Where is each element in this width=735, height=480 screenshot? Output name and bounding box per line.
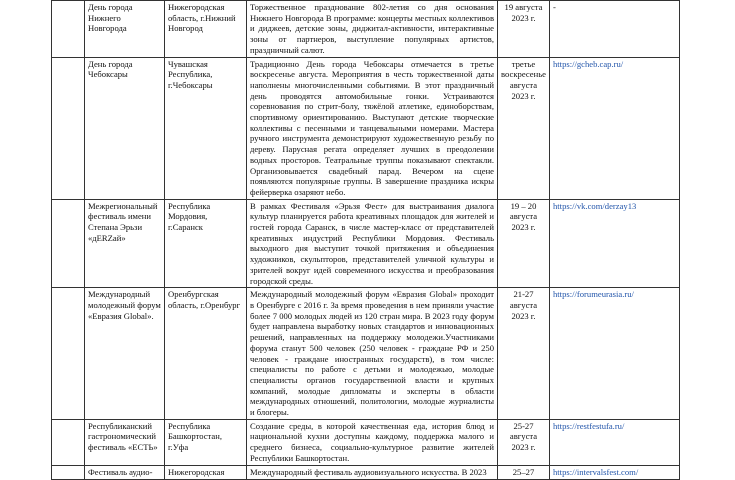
event-name-cell: День города Нижнего Новгорода — [85, 1, 165, 58]
row-number-cell — [52, 57, 85, 199]
table-row — [52, 199, 680, 288]
date-cell: 19 августа 2023 г. — [498, 1, 550, 58]
event-name-cell: Фестиваль аудио- — [85, 465, 165, 479]
link-cell — [550, 57, 680, 199]
event-link[interactable]: https://restfestufa.ru/ — [553, 420, 625, 431]
event-link[interactable]: https://intervalsfest.com/ — [553, 466, 639, 477]
region-cell: Нижегородская область, г.Нижний Новгород — [165, 1, 247, 58]
description-cell: Традиционно День города Чебоксары отмечается в третье воскресенье августа. Мероприятия в честь торжественной даты наполнены многочисленными событиями. В этот праздничный день проводятся автомобильные гонки. Устраиваются соревнования по стрит-болу, тяжёлой атлетике, единоборствам, спортивному ориентированию. Выступают детские творческие коллективы с песенными и танцевальными номерами. Мастера ручного инструмента демонстрируют художественную резьбу по дереву. Парусная регата определяет лучших в преодолении водных просторов. Театральные труппы показывают спектакли. Организовывается свадебный парад. Вечером на сцене появляются популярные группы. В завершение праздника искры фейерверка озаряют небо. — [247, 57, 498, 199]
region-cell: Нижегородская — [165, 465, 247, 479]
region-cell: Республика Башкортостан, г.Уфа — [165, 419, 247, 465]
table-row — [52, 419, 680, 465]
date-cell: 21-27 августа 2023 г. — [498, 288, 550, 419]
description-cell: В рамках Фестиваля «Эрьзя Фест» для выстраивания диалога культур планируется работа креативных площадок для жителей и гостей города Саранск, в числе мастер-класс от представителей креативных индустрий Республики Мордовия. Фестиваль выходного дня выступит точкой притяжения и объединения художников, скульпторов, представителей уличной культуры и зрителей вокруг идей современного искусства и преобразования городской среды. — [247, 199, 498, 288]
region-cell: Республика Мордовия, г.Саранск — [165, 199, 247, 288]
table-row — [52, 1, 680, 58]
table-row — [52, 57, 680, 199]
date-cell: 19 – 20 августа 2023 г. — [498, 199, 550, 288]
description-cell: Международный фестиваль аудиовизуального искусства. В 2023 — [247, 465, 498, 479]
description-cell: Международный молодежный форум «Евразия Global» проходит в Оренбурге с 2016 г. За время проведения в нем приняли участие более 7 000 молодых людей из 120 стран мира. В 2023 году форум будет направлена выработку новых стандартов и инновационных решений, направленных на поддержку молодежи.Участниками форума станут 500 человек (250 человек - граждане РФ и 250 человек - граждане иностранных государств), в том числе: специалисты по работе с детьми и молодежью, молодые специалисты органов государственной власти и крупных компаний, молодые дипломаты и эксперты в области международных отношений, политологии, молодые журналисты и блогеры. — [247, 288, 498, 419]
link-cell — [550, 465, 680, 479]
table-row — [52, 465, 680, 479]
event-name-cell: Республиканский гастрономический фестиваль «ЕСТЬ» — [85, 419, 165, 465]
row-number-cell — [52, 288, 85, 419]
event-name-cell: Межрегиональный фестиваль имени Степана Эрьзи «дЕRZай» — [85, 199, 165, 288]
description-cell: Торжественное празднование 802-летия со дня основания Нижнего Новгорода В программе: концерты местных коллективов и диджеев, детские зоны, диджитал-активности, интерактивные зоны от партнеров, выступление популярных артистов, праздничный салют. — [247, 1, 498, 58]
event-name-cell: День города Чебоксары — [85, 57, 165, 199]
description-cell: Создание среды, в которой качественная еда, история блюд и национальной кухни доступны каждому, поддержка малого и среднего бизнеса, социально-культурное развитие жителей Республики Башкортостан. — [247, 419, 498, 465]
date-cell: 25–27 — [498, 465, 550, 479]
link-cell — [550, 419, 680, 465]
date-cell: третье воскресенье августа 2023 г. — [498, 57, 550, 199]
link-cell: - — [550, 1, 680, 58]
row-number-cell — [52, 465, 85, 479]
event-name-cell: Международный молодежный форум «Евразия Global». — [85, 288, 165, 419]
link-cell — [550, 199, 680, 288]
row-number-cell — [52, 1, 85, 58]
region-cell: Чувашская Республика, г.Чебоксары — [165, 57, 247, 199]
row-number-cell — [52, 199, 85, 288]
date-cell: 25-27 августа 2023 г. — [498, 419, 550, 465]
events-table — [51, 0, 680, 480]
region-cell: Оренбургская область, г.Оренбург — [165, 288, 247, 419]
event-link[interactable]: https://gcheb.cap.ru/ — [553, 58, 624, 69]
event-link[interactable]: https://forumeurasia.ru/ — [553, 289, 634, 300]
table-row — [52, 288, 680, 419]
event-link[interactable]: https://vk.com/derzay13 — [553, 200, 637, 211]
link-cell — [550, 288, 680, 419]
row-number-cell — [52, 419, 85, 465]
